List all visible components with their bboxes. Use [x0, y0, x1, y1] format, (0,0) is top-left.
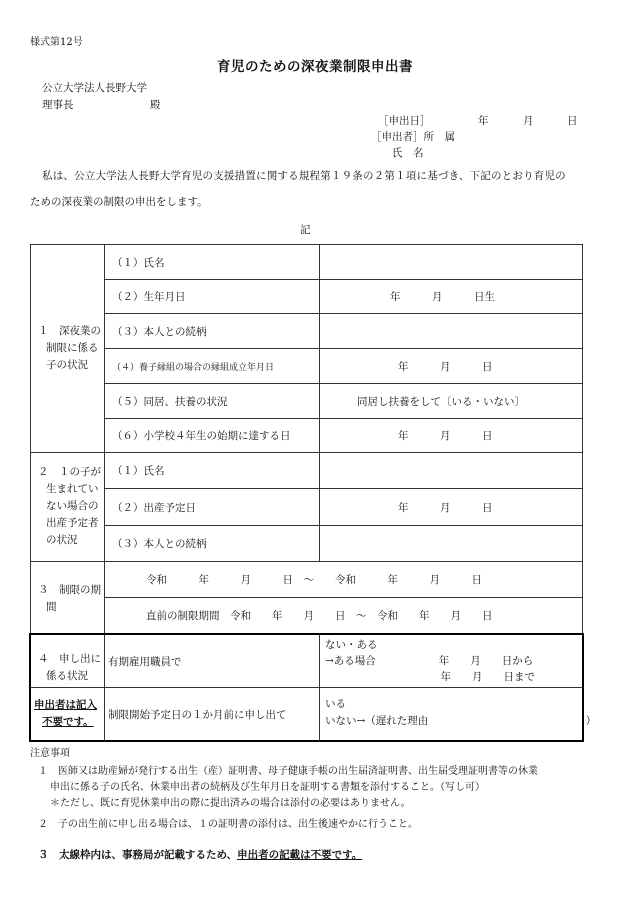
application-date-year: 年: [478, 115, 489, 127]
s1-item-adoption-label: （４）養子縁組の場合の縁組成立年月日: [112, 362, 275, 373]
section3-label-line: 間: [46, 601, 57, 613]
s1-item-birthdate: （２）生年月日: [112, 291, 186, 303]
applicant-affiliation-label: ［申出者］所 属: [371, 131, 455, 143]
s2-item-due-date: （２）出産予定日: [112, 501, 196, 514]
note-3-underlined: 申出者の記載は不要です。: [237, 849, 363, 861]
s1-adoption-date-field[interactable]: 年 月 日: [398, 360, 493, 373]
section4-note-line: 申出者は記入: [34, 699, 97, 711]
s4-advance-notice-value[interactable]: [325, 696, 596, 730]
application-date-label: ［申出日］: [378, 115, 431, 127]
section4-label: [38, 651, 101, 685]
note-3-prefix: ３ 太線枠内は、事務局が記載するため、: [38, 849, 238, 861]
s2-due-date-field[interactable]: 年 月 日: [398, 501, 493, 514]
section3-label: [38, 582, 101, 616]
section1-label: [38, 323, 101, 374]
note-2: ２ 子の出生前に申し出る場合は、１の証明書の添付は、出生後速やかに行うこと。: [38, 819, 418, 830]
addressee-honorific: 殿: [150, 99, 161, 111]
note-1-line-2: 申出に係る子の氏名、休業申出者の続柄及び生年月日を証明する書類を添付すること。（写し可）: [50, 782, 485, 793]
section1-label-line: １ 深夜業の: [38, 325, 101, 337]
note-3: [38, 847, 362, 862]
s1-birthdate-field[interactable]: 年 月 日生: [390, 291, 495, 303]
section4-label-line: 係る状況: [46, 670, 88, 682]
s1-cohabitation-field[interactable]: 同居し扶養をして〔いる・いない〕: [357, 395, 525, 408]
section2-label-line: ない場合の: [46, 500, 99, 512]
section1-label-line: 制限に係る: [46, 342, 99, 354]
s2-item-relationship: （３）本人との続柄: [112, 538, 207, 550]
addressee-org: 公立大学法人長野大学: [42, 82, 147, 94]
form-number: 様式第12号: [30, 37, 83, 48]
s4-fixed-term-line: →ある場合 年 月 日から: [325, 655, 534, 667]
s1-item-school-start: （６）小学校４年生の始期に達する日: [112, 430, 291, 442]
s4-fixed-term-line: 年 月 日まで: [325, 671, 535, 683]
addressee-position: 理事長: [42, 99, 74, 111]
s4-fixed-term-value[interactable]: [325, 637, 535, 685]
s1-item-name: （１）氏名: [112, 256, 165, 269]
section3-label-line: ３ 制限の期: [38, 584, 101, 596]
notes-heading: 注意事項: [30, 748, 70, 759]
applicant-name-label: 氏 名: [392, 147, 424, 159]
s4-advance-notice-line: いる: [325, 698, 346, 710]
section2-label: [38, 464, 101, 549]
note-1-line-3: ＊ただし、既に育児休業申出の際に提出済みの場合は添付の必要はありません。: [50, 798, 411, 809]
section2-label-line: ２ １の子が: [38, 466, 101, 478]
section2-label-line: 生まれてい: [46, 483, 99, 495]
s2-name-field[interactable]: [320, 453, 582, 488]
intro-line-1: 私は、公立大学法人長野大学育児の支援措置に関する規程第１９条の２第１項に基づき、下記のとおり育児の: [42, 170, 566, 182]
s1-school-start-field[interactable]: 年 月 日: [398, 430, 493, 442]
section4-label-line: ４ 申し出に: [38, 653, 101, 665]
s2-item-name: （１）氏名: [112, 465, 165, 477]
s4-advance-notice-line: いない→（遅れた理由 ）: [325, 715, 597, 727]
ki-heading: 記: [300, 224, 311, 236]
s1-child-name-field[interactable]: [320, 245, 582, 279]
section4-note-line: 不要です。: [42, 716, 94, 728]
s1-item-cohabitation: （５）同居、扶養の状況: [112, 395, 228, 408]
section4-note: [34, 697, 97, 731]
s4-item-fixed-term: 有期雇用職員で: [108, 655, 182, 668]
note-1-line-1: １ 医師又は助産婦が発行する出生（産）証明書、母子健康手帳の出生届済証明書、出生届受理証明書等の休業: [38, 766, 538, 777]
s3-period-field[interactable]: 令和 年 月 日 〜 令和 年 月 日: [146, 574, 482, 586]
section1-label-line: 子の状況: [46, 359, 88, 371]
application-date-day: 日: [567, 115, 578, 127]
s1-relationship-field[interactable]: [320, 314, 582, 348]
s1-item-adoption: [112, 349, 274, 383]
s3-previous-period-field[interactable]: 直前の制限期間 令和 年 月 日 〜 令和 年 月 日: [146, 610, 493, 622]
s4-item-advance-notice: 制限開始予定日の１か月前に申し出て: [108, 708, 287, 721]
application-date-month: 月: [523, 115, 534, 127]
section2-label-line: の状況: [46, 534, 78, 546]
page-title: 育児のための深夜業制限申出書: [217, 59, 413, 75]
intro-line-2: ための深夜業の制限の申出をします。: [30, 196, 208, 208]
s2-relationship-field[interactable]: [320, 526, 582, 561]
section2-label-line: 出産予定者: [46, 517, 99, 529]
s1-item-relationship: （３）本人との続柄: [112, 325, 207, 338]
s4-fixed-term-line: ない・ある: [325, 639, 378, 651]
